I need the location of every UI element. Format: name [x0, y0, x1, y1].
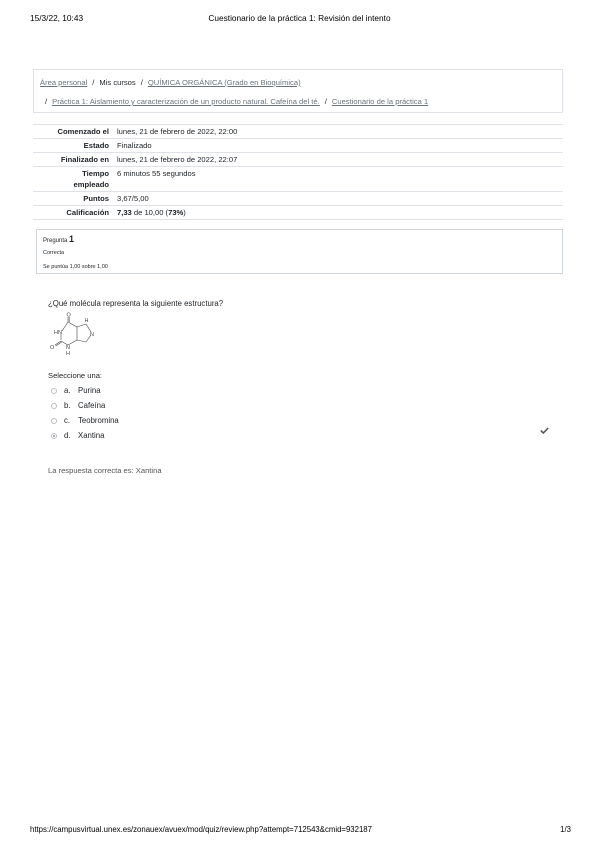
started-label: Comenzado el: [33, 125, 113, 139]
question-info-box: [36, 229, 563, 274]
breadcrumb-cuestionario[interactable]: Cuestionario de la práctica 1: [331, 97, 429, 106]
grade-value: [113, 206, 563, 220]
print-footer: [0, 825, 599, 837]
answer-option-d[interactable]: [51, 428, 119, 443]
molecule-label-n-right: N: [90, 332, 94, 338]
breadcrumb-area-personal[interactable]: Área personal: [40, 78, 88, 87]
breadcrumb-separator: /: [45, 97, 48, 106]
check-icon: [540, 427, 549, 434]
radio-option-c[interactable]: [51, 418, 57, 424]
grade-score: 7,33: [117, 208, 132, 217]
breadcrumb-practica[interactable]: Práctica 1: Aislamiento y caracterización de un producto natural. Cafeína del té.: [52, 97, 320, 106]
answer-option-c[interactable]: [51, 413, 119, 428]
question-number: [43, 234, 74, 244]
molecule-label-h-top: H: [84, 318, 89, 324]
breadcrumb: [33, 69, 563, 113]
print-page-number: 1/3: [560, 825, 571, 834]
answer-option-b[interactable]: [51, 398, 119, 413]
breadcrumb-mis-cursos[interactable]: Mis cursos: [99, 78, 136, 87]
molecule-label-h-bottom: H: [66, 351, 70, 357]
time-label-line2: empleado: [73, 180, 109, 189]
option-letter: d.: [64, 430, 71, 440]
print-url: https://campusvirtual.unex.es/zonauex/avuex/mod/quiz/review.php?attempt=712543&cmid=932187: [30, 825, 372, 834]
finished-label: Finalizado en: [33, 153, 113, 167]
summary-row-state: [33, 139, 563, 153]
summary-row-finished: [33, 153, 563, 167]
molecule-label-o-left: O: [50, 345, 55, 351]
print-timestamp: 15/3/22, 10:43: [30, 13, 84, 23]
summary-row-time: [33, 167, 563, 192]
print-title: Cuestionario de la práctica 1: Revisión del intento: [208, 13, 391, 23]
answer-prompt: Seleccione una:: [48, 371, 103, 380]
answer-options: [51, 383, 119, 443]
summary-row-grade: [33, 206, 563, 220]
molecule-label-hn: HN: [54, 330, 62, 336]
time-label: [33, 167, 113, 192]
molecule-label-o-top: O: [66, 312, 71, 319]
correct-answer-feedback: La respuesta correcta es: Xantina: [48, 466, 162, 475]
option-letter: a.: [64, 385, 71, 395]
question-number-value: 1: [69, 234, 75, 244]
option-label: Purina: [78, 385, 101, 395]
option-letter: c.: [64, 415, 71, 425]
state-value: Finalizado: [113, 139, 563, 153]
grade-end: ): [183, 208, 186, 217]
summary-row-started: [33, 125, 563, 139]
breadcrumb-separator: /: [140, 78, 143, 87]
radio-option-b[interactable]: [51, 403, 57, 409]
breadcrumb-course[interactable]: QUÍMICA ORGÁNICA (Grado en Bioquímica): [147, 78, 301, 87]
points-value: 3,67/5,00: [113, 192, 563, 206]
time-label-line1: Tiempo: [82, 169, 109, 178]
option-label: Xantina: [78, 430, 105, 440]
answer-option-a[interactable]: [51, 383, 119, 398]
grade-label: Calificación: [33, 206, 113, 220]
question-label: Pregunta: [43, 238, 68, 244]
time-value: 6 minutos 55 segundos: [113, 167, 563, 192]
question-grade: Se puntúa 1,00 sobre 1,00: [43, 264, 108, 270]
question-state: Correcta: [43, 250, 65, 256]
breadcrumb-separator: /: [92, 78, 95, 87]
molecule-label-n-bottom: N: [66, 345, 70, 351]
started-value: lunes, 21 de febrero de 2022, 22:00: [113, 125, 563, 139]
option-letter: b.: [64, 400, 71, 410]
points-label: Puntos: [33, 192, 113, 206]
radio-option-a[interactable]: [51, 388, 57, 394]
option-label: Teobromina: [78, 415, 119, 425]
question-text: ¿Qué molécula representa la siguiente estructura?: [48, 299, 224, 308]
state-label: Estado: [33, 139, 113, 153]
finished-value: lunes, 21 de febrero de 2022, 22:07: [113, 153, 563, 167]
grade-percent: 73%: [168, 208, 184, 217]
radio-option-d[interactable]: [51, 433, 57, 439]
attempt-summary-table: [33, 124, 563, 220]
grade-mid: de 10,00 (: [131, 208, 169, 217]
option-label: Cafeína: [78, 400, 106, 410]
print-header: [0, 13, 599, 25]
summary-row-points: [33, 192, 563, 206]
breadcrumb-separator: /: [324, 97, 327, 106]
xanthine-structure-image: [50, 312, 108, 358]
